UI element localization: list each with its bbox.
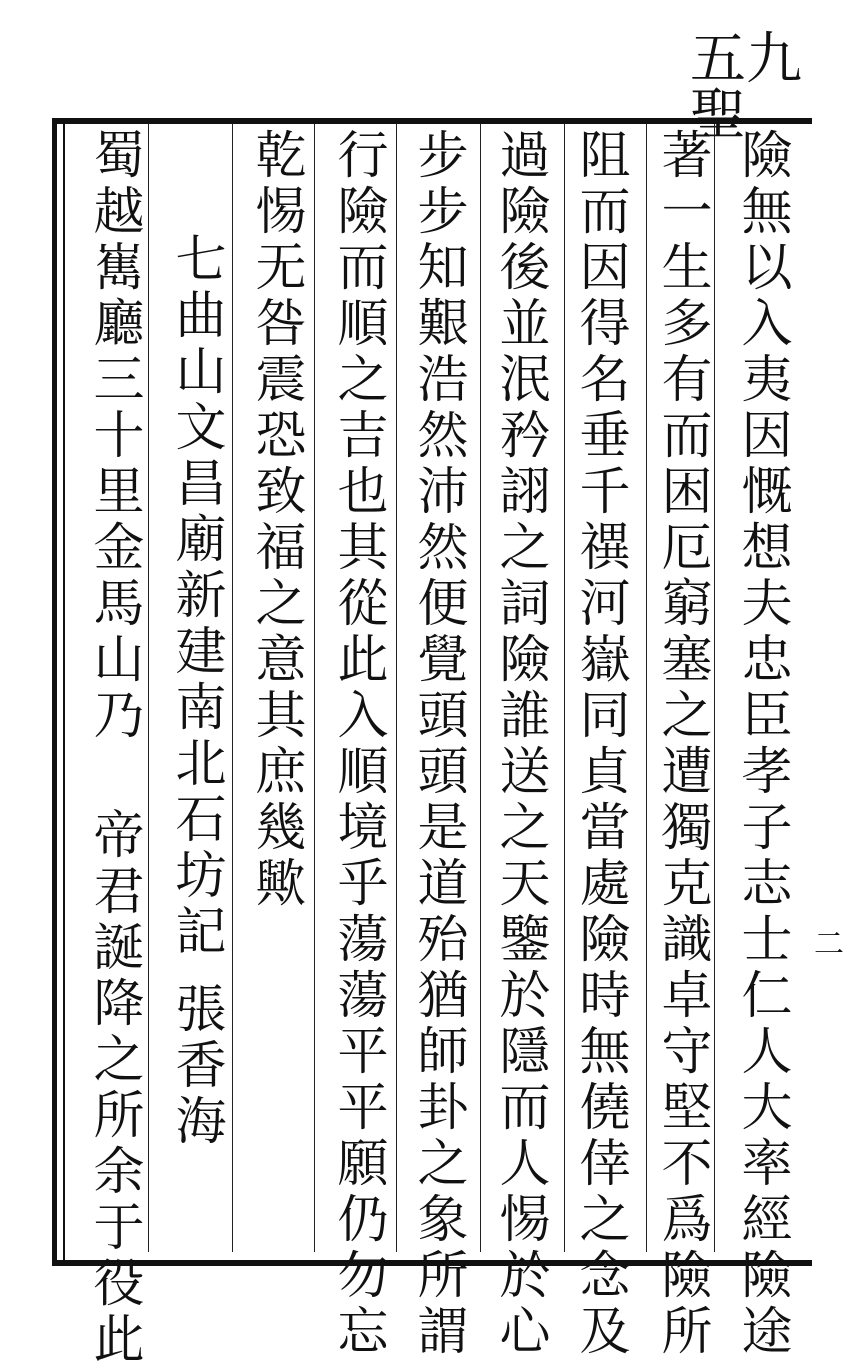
article-author: 張香海 bbox=[166, 982, 225, 1150]
article-title: 七曲山文昌廟新建南北石坊記 bbox=[166, 232, 225, 960]
column-rule bbox=[232, 124, 233, 1252]
page-header-fragment bbox=[690, 27, 860, 148]
column-rule bbox=[480, 124, 481, 1252]
text-column-10: 蜀越嶲廳三十里金馬山乃 帝君誕降之所余于役此 bbox=[84, 128, 143, 1368]
text-column-1: 險無以入夷因慨想夫忠臣孝子志士仁人大率經險途 bbox=[732, 128, 791, 1360]
column-rule bbox=[314, 124, 315, 1252]
text-column-2: 著一生多有而困厄窮塞之遭獨克識卓守堅不爲險所 bbox=[652, 128, 711, 1360]
column-rule bbox=[148, 124, 149, 1252]
text-column-4: 過險後並泯矜詡之詞險誰送之天鑒於隱而人惕於心 bbox=[490, 128, 549, 1360]
header-text: 五九 聖 bbox=[690, 27, 802, 148]
text-column-7: 乾惕无咎震恐致福之意其庶幾歟 bbox=[246, 128, 305, 912]
page-number: 二 bbox=[814, 927, 844, 962]
text-column-3: 阻而因得名垂千禩河嶽同貞當處險時無僥倖之念及 bbox=[570, 128, 629, 1360]
text-column-6: 行險而順之吉也其從此入順境乎蕩蕩平平願仍勿忘 bbox=[328, 128, 387, 1360]
text-column-5: 步步知艱浩然沛然便覺頭頭是道殆猶師卦之象所謂 bbox=[408, 128, 467, 1360]
column-rule bbox=[396, 124, 397, 1252]
